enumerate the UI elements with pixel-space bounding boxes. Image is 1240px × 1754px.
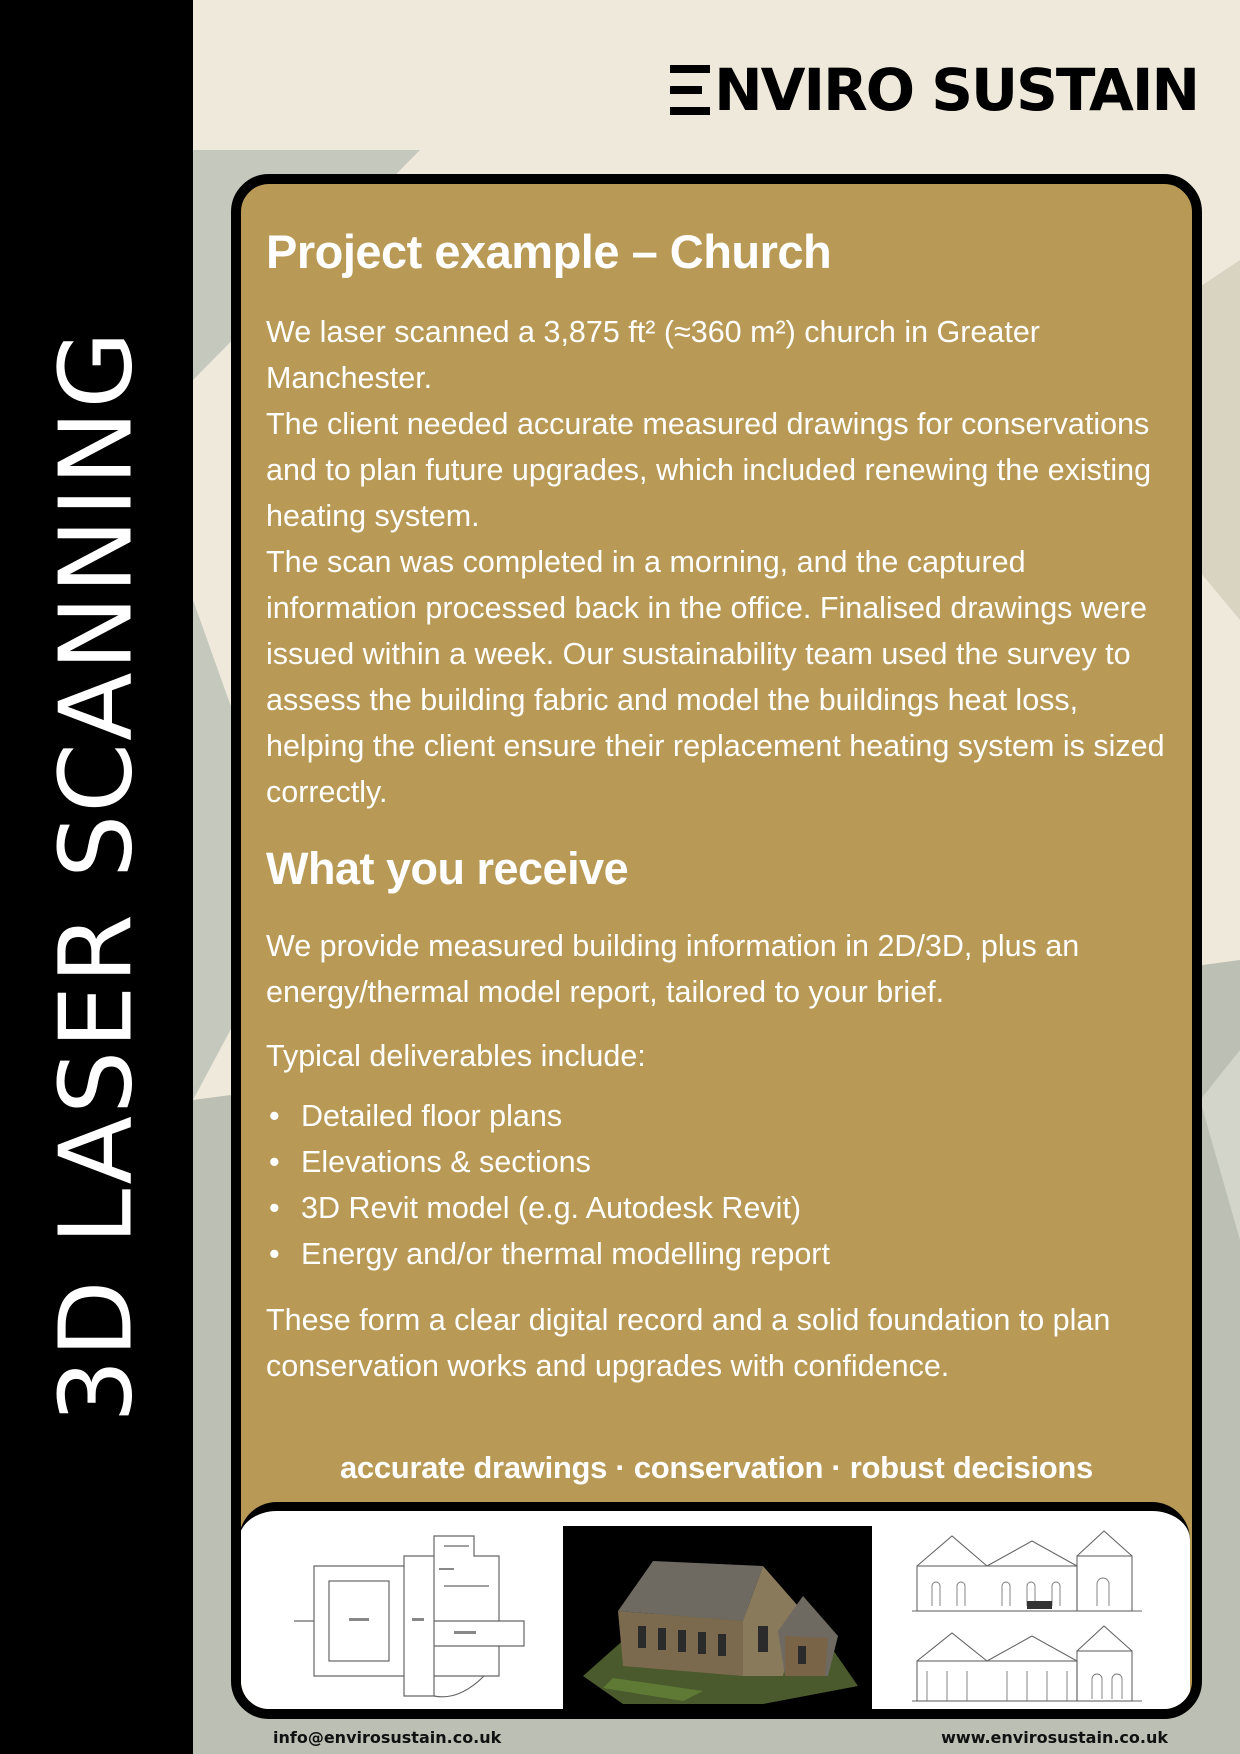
sidebar-title: 3D LASER SCANNING [37, 329, 155, 1423]
bullet-icon: • [269, 1191, 280, 1225]
intro-block [266, 309, 1171, 815]
footer-email[interactable]: info@envirosustain.co.uk [273, 1728, 502, 1747]
church-3d-scan-image [563, 1526, 872, 1711]
deliverables-list [266, 1093, 1171, 1277]
project-title: Project example – Church [266, 225, 832, 278]
typical-deliverables-label: Typical deliverables include: [266, 1039, 646, 1073]
bullet-icon: • [269, 1099, 280, 1133]
list-item-text: Detailed floor plans [301, 1099, 563, 1133]
list-item-text: Elevations & sections [301, 1145, 591, 1179]
logo-e-glyph [670, 65, 710, 115]
logo-text: NVIRO SUSTAIN [714, 56, 1198, 124]
brand-logo [670, 58, 1198, 122]
image-strip [239, 1502, 1190, 1719]
footer-website[interactable]: www.envirosustain.co.uk [941, 1728, 1168, 1747]
intro-paragraph-2: The client needed accurate measured drawings for conservations and to plan future upgrades, which included renewing the existing heating system. [266, 407, 1152, 533]
bullet-icon: • [269, 1145, 280, 1179]
card-content [266, 224, 1171, 1389]
sidebar [0, 0, 193, 1754]
content-card [231, 174, 1202, 1719]
intro-paragraph-3: The scan was completed in a morning, and the captured information processed back in the office. Finalised drawings were issued within a week. Our sustainability team used the survey to assess the building fabric and model the buildings heat loss, helping the client ensure their replacement heating system is sized correctly. [266, 545, 1165, 809]
floor-plan-image [284, 1526, 534, 1706]
closing-paragraph: These form a clear digital record and a solid foundation to plan conservation works and upgrades with confidence. [266, 1303, 1111, 1383]
list-item-text: 3D Revit model (e.g. Autodesk Revit) [301, 1191, 802, 1225]
elevation-drawing-image [907, 1521, 1152, 1711]
list-item [266, 1139, 1171, 1185]
receive-paragraph: We provide measured building information in 2D/3D, plus an energy/thermal model report, tailored to your brief. [266, 929, 1080, 1009]
tagline: accurate drawings · conservation · robust decisions [339, 1450, 1093, 1485]
list-item-text: Energy and/or thermal modelling report [301, 1237, 830, 1271]
list-item [266, 1185, 1171, 1231]
list-item [266, 1093, 1171, 1139]
intro-paragraph-1: We laser scanned a 3,875 ft² (≈360 m²) church in Greater Manchester. [266, 315, 1040, 395]
receive-heading: What you receive [266, 843, 629, 894]
list-item [266, 1231, 1171, 1277]
bullet-icon: • [269, 1237, 280, 1271]
